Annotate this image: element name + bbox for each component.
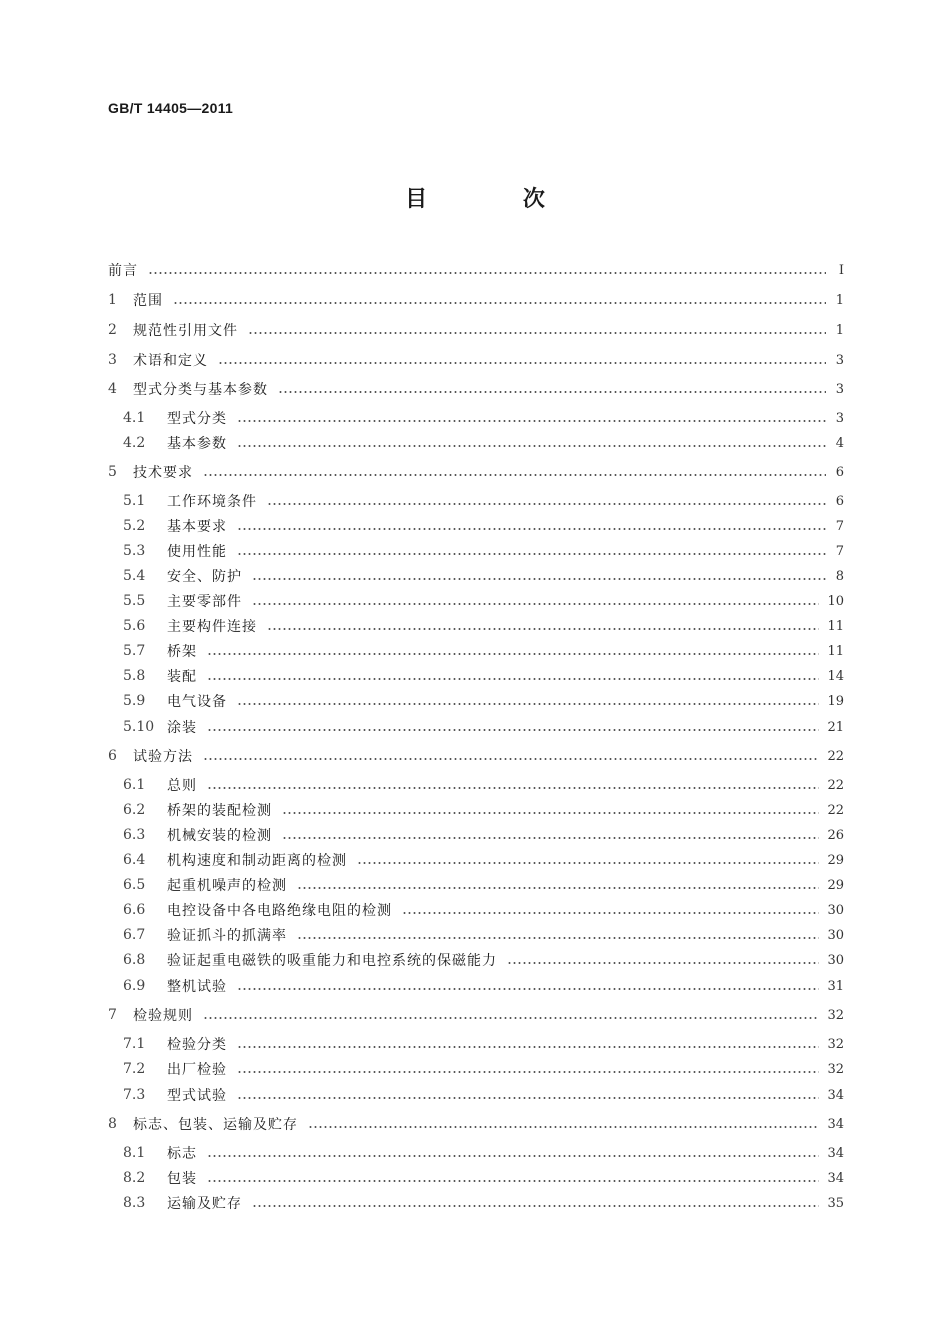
toc-entry[interactable] <box>108 461 844 483</box>
toc-entry-label: 整机试验 <box>167 979 227 995</box>
toc-entry-page: 14 <box>827 668 844 684</box>
toc-entry-number: 6.8 <box>123 952 146 968</box>
toc-entry-number: 5.8 <box>123 668 146 684</box>
toc-entry-page: 30 <box>827 952 844 968</box>
toc-entry-label: 基本参数 <box>167 436 227 452</box>
toc-leader-dots <box>282 837 819 839</box>
toc-entry-number: 8.2 <box>123 1170 146 1186</box>
toc-entry-number: 4.1 <box>123 410 146 426</box>
toc-entry-label: 安全、防护 <box>167 569 242 585</box>
toc-entry-number: 1 <box>108 292 117 308</box>
toc-entry-page: 34 <box>827 1170 844 1186</box>
toc-entry-number: 4 <box>108 381 117 397</box>
toc-entry-number: 7.3 <box>123 1087 146 1103</box>
toc-entry-number: 6.1 <box>123 777 146 793</box>
toc-leader-dots <box>282 812 819 814</box>
toc-entry-page: Ⅰ <box>838 262 844 278</box>
toc-leader-dots <box>402 912 819 914</box>
toc-entry-label: 机构速度和制动距离的检测 <box>167 853 347 869</box>
toc-entry-page: 4 <box>835 435 844 451</box>
toc-entry[interactable] <box>108 615 844 637</box>
toc-leader-dots <box>248 332 826 334</box>
toc-leader-dots <box>203 474 826 476</box>
toc-entry-label: 机械安装的检测 <box>167 828 272 844</box>
toc-entry-label: 基本要求 <box>167 519 227 535</box>
toc-entry[interactable] <box>108 490 844 512</box>
toc-leader-dots <box>237 445 826 447</box>
toc-entry[interactable] <box>108 432 844 454</box>
toc-entry-label: 主要零部件 <box>167 594 242 610</box>
toc-entry[interactable] <box>108 407 844 429</box>
toc-entry[interactable] <box>108 924 844 946</box>
toc-leader-dots <box>173 302 826 304</box>
toc-leader-dots <box>148 272 826 274</box>
toc-leader-dots <box>207 1155 819 1157</box>
toc-entry-label: 验证起重电磁铁的吸重能力和电控系统的保磁能力 <box>167 953 497 969</box>
toc-entry[interactable] <box>108 590 844 612</box>
toc-entry[interactable] <box>108 665 844 687</box>
toc-entry-number: 6.3 <box>123 827 146 843</box>
toc-leader-dots <box>507 962 819 964</box>
toc-entry-label: 前言 <box>108 263 138 279</box>
toc-entry-page: 19 <box>827 693 844 709</box>
toc-entry-page: 32 <box>827 1007 844 1023</box>
toc-entry-page: 3 <box>835 352 844 368</box>
toc-leader-dots <box>357 862 819 864</box>
toc-entry-label: 主要构件连接 <box>167 619 257 635</box>
toc-entry-page: 10 <box>827 593 844 609</box>
toc-leader-dots <box>308 1126 819 1128</box>
toc-entry-number: 8 <box>108 1116 117 1132</box>
toc-leader-dots <box>237 1046 819 1048</box>
toc-entry-label: 起重机噪声的检测 <box>167 878 287 894</box>
toc-entry[interactable] <box>108 799 844 821</box>
toc-entry-label: 标志 <box>167 1146 197 1162</box>
toc-leader-dots <box>297 887 819 889</box>
toc-entry-number: 5.7 <box>123 643 146 659</box>
toc-entry[interactable] <box>108 1167 844 1189</box>
toc-leader-dots <box>207 1180 819 1182</box>
toc-entry-label: 检验分类 <box>167 1037 227 1053</box>
toc-leader-dots <box>237 1097 819 1099</box>
toc-entry-label: 型式分类与基本参数 <box>133 382 268 398</box>
toc-entry-page: 31 <box>827 978 844 994</box>
toc-entry-number: 4.2 <box>123 435 146 451</box>
toc-leader-dots <box>278 391 826 393</box>
toc-entry-page: 34 <box>827 1116 844 1132</box>
toc-leader-dots <box>237 553 826 555</box>
toc-entry-label: 包装 <box>167 1171 197 1187</box>
toc-entry-number: 7 <box>108 1007 117 1023</box>
toc-leader-dots <box>252 1205 819 1207</box>
toc-entry-page: 3 <box>835 381 844 397</box>
toc-entry-number: 5.1 <box>123 493 146 509</box>
toc-entry-label: 范围 <box>133 293 163 309</box>
toc-entry[interactable] <box>108 1058 844 1080</box>
toc-entry[interactable] <box>108 975 844 997</box>
toc-entry-label: 工作环境条件 <box>167 494 257 510</box>
toc-entry-page: 7 <box>835 543 844 559</box>
toc-entry-label: 运输及贮存 <box>167 1196 242 1212</box>
toc-entry-label: 检验规则 <box>133 1008 193 1024</box>
toc-entry[interactable] <box>108 716 844 738</box>
toc-entry-page: 30 <box>827 902 844 918</box>
toc-entry[interactable] <box>108 640 844 662</box>
toc-entry[interactable] <box>108 849 844 871</box>
toc-entry-page: 29 <box>827 877 844 893</box>
toc-entry-page: 21 <box>827 719 844 735</box>
toc-entry-number: 6.2 <box>123 802 146 818</box>
toc-entry-number: 5.4 <box>123 568 146 584</box>
toc-entry-label: 试验方法 <box>133 749 193 765</box>
toc-entry-page: 34 <box>827 1087 844 1103</box>
toc-entry[interactable] <box>108 540 844 562</box>
toc-entry[interactable] <box>108 824 844 846</box>
toc-leader-dots <box>207 787 819 789</box>
toc-entry-label: 装配 <box>167 669 197 685</box>
toc-entry-page: 29 <box>827 852 844 868</box>
toc-entry-number: 6.6 <box>123 902 146 918</box>
toc-entry-page: 30 <box>827 927 844 943</box>
toc-entry-page: 1 <box>835 322 844 338</box>
page-title: 目 次 <box>405 186 589 212</box>
toc-entry-page: 1 <box>835 292 844 308</box>
toc-leader-dots <box>297 937 819 939</box>
toc-entry-label: 总则 <box>167 778 197 794</box>
toc-entry-label: 术语和定义 <box>133 353 208 369</box>
toc-leader-dots <box>237 703 819 705</box>
toc-entry-number: 3 <box>108 352 117 368</box>
toc-entry[interactable] <box>108 319 844 341</box>
toc-entry-number: 5.9 <box>123 693 146 709</box>
toc-entry-label: 验证抓斗的抓满率 <box>167 928 287 944</box>
toc-leader-dots <box>207 678 819 680</box>
toc-entry-page: 6 <box>835 464 844 480</box>
toc-entry-page: 3 <box>835 410 844 426</box>
toc-entry-label: 技术要求 <box>133 465 193 481</box>
toc-leader-dots <box>252 578 826 580</box>
toc-entry-number: 8.3 <box>123 1195 146 1211</box>
toc-entry-number: 6.4 <box>123 852 146 868</box>
toc-entry[interactable] <box>108 899 844 921</box>
toc-entry-number: 8.1 <box>123 1145 146 1161</box>
toc-entry[interactable] <box>108 1142 844 1164</box>
toc-entry[interactable] <box>108 1084 844 1106</box>
toc-leader-dots <box>237 988 819 990</box>
toc-entry[interactable] <box>108 259 844 281</box>
toc-entry[interactable] <box>108 349 844 371</box>
toc-entry[interactable] <box>108 690 844 712</box>
toc-leader-dots <box>237 1071 819 1073</box>
toc-entry-number: 5.3 <box>123 543 146 559</box>
toc-entry-label: 型式分类 <box>167 411 227 427</box>
toc-entry-number: 2 <box>108 322 117 338</box>
toc-entry[interactable] <box>108 1033 844 1055</box>
toc-entry[interactable] <box>108 378 844 400</box>
toc-entry-number: 5.2 <box>123 518 146 534</box>
toc-entry-number: 5 <box>108 464 117 480</box>
toc-entry-page: 11 <box>827 643 844 659</box>
toc-leader-dots <box>207 653 819 655</box>
toc-leader-dots <box>218 362 826 364</box>
toc-entry-page: 22 <box>827 777 844 793</box>
toc-entry-label: 电控设备中各电路绝缘电阻的检测 <box>167 903 392 919</box>
toc-entry-number: 5.10 <box>123 719 155 735</box>
toc-leader-dots <box>203 758 819 760</box>
toc-entry[interactable] <box>108 774 844 796</box>
document-code: GB/T 14405—2011 <box>108 100 234 116</box>
toc-leader-dots <box>207 729 819 731</box>
toc-entry-number: 6 <box>108 748 117 764</box>
toc-entry-number: 6.5 <box>123 877 146 893</box>
toc-entry[interactable] <box>108 565 844 587</box>
toc-entry-page: 35 <box>827 1195 844 1211</box>
toc-entry-page: 22 <box>827 748 844 764</box>
toc-entry[interactable] <box>108 874 844 896</box>
toc-entry-label: 出厂检验 <box>167 1062 227 1078</box>
toc-entry-page: 7 <box>835 518 844 534</box>
toc-entry-label: 标志、包装、运输及贮存 <box>133 1117 298 1133</box>
toc-leader-dots <box>237 420 826 422</box>
toc-entry-label: 电气设备 <box>167 694 227 710</box>
toc-entry-label: 型式试验 <box>167 1088 227 1104</box>
toc-leader-dots <box>267 503 826 505</box>
toc-entry-page: 6 <box>835 493 844 509</box>
toc-entry[interactable] <box>108 1004 844 1026</box>
toc-entry-page: 32 <box>827 1061 844 1077</box>
toc-entry[interactable] <box>108 1113 844 1135</box>
toc-entry[interactable] <box>108 1192 844 1214</box>
toc-entry-label: 桥架 <box>167 644 197 660</box>
toc-entry[interactable] <box>108 289 844 311</box>
toc-entry-number: 6.7 <box>123 927 146 943</box>
toc-entry-page: 34 <box>827 1145 844 1161</box>
toc-entry[interactable] <box>108 515 844 537</box>
toc-entry-label: 桥架的装配检测 <box>167 803 272 819</box>
toc-leader-dots <box>203 1017 819 1019</box>
toc-entry-number: 6.9 <box>123 978 146 994</box>
toc-entry-label: 涂装 <box>167 720 197 736</box>
toc-entry-page: 26 <box>827 827 844 843</box>
toc-entry-page: 8 <box>835 568 844 584</box>
toc-entry-number: 5.6 <box>123 618 146 634</box>
toc-entry[interactable] <box>108 745 844 767</box>
toc-entry-page: 32 <box>827 1036 844 1052</box>
toc-entry-label: 规范性引用文件 <box>133 323 238 339</box>
toc-leader-dots <box>267 628 819 630</box>
toc-entry-page: 22 <box>827 802 844 818</box>
toc-entry-number: 7.1 <box>123 1036 146 1052</box>
toc-entry[interactable] <box>108 949 844 971</box>
toc-entry-number: 5.5 <box>123 593 146 609</box>
toc-entry-number: 7.2 <box>123 1061 146 1077</box>
toc-leader-dots <box>237 528 826 530</box>
toc-entry-page: 11 <box>827 618 844 634</box>
toc-leader-dots <box>252 603 819 605</box>
toc-entry-label: 使用性能 <box>167 544 227 560</box>
